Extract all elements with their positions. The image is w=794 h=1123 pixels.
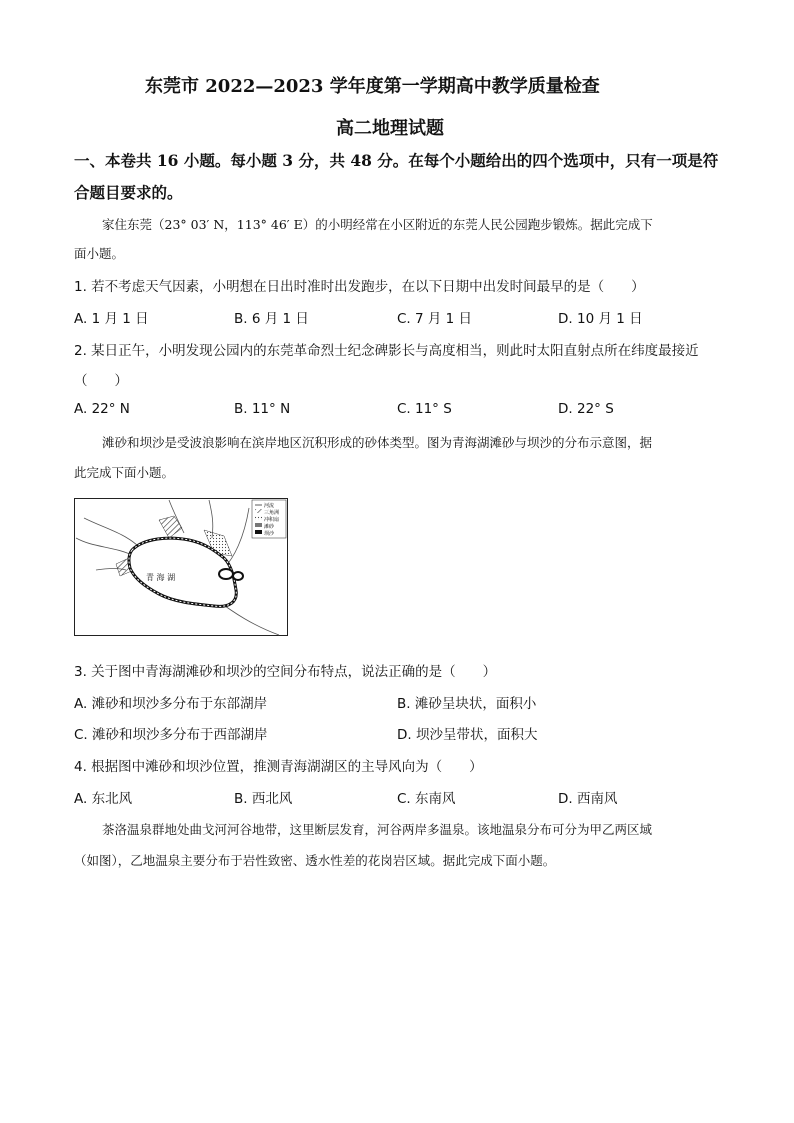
- intro2-line1: 滩砂和坝沙是受波浪影响在滨岸地区沉积形成的砂体类型。图为青海湖滩砂与坝沙的分布示意图，据: [102, 435, 653, 450]
- q4-stem: 4. 根据图中滩砂和坝沙位置，推测青海湖湖区的主导风向为（ ）: [74, 759, 483, 775]
- legend-bar-sand: 坝沙: [264, 531, 275, 537]
- q2-stem-line2: （ ）: [74, 373, 128, 389]
- q3-option-b: B. 滩砂呈块状，面积小: [397, 696, 537, 712]
- section-heading-line2: 合题目要求的。: [74, 183, 183, 202]
- q1-option-d: D. 10 月 1 日: [558, 311, 643, 327]
- intro1-line1: 家住东莞（23° 03′ N，113° 46′ E）的小明经常在小区附近的东莞人民公园跑步锻炼。据此完成下: [102, 217, 653, 232]
- q4-option-c: C. 东南风: [397, 791, 456, 807]
- q2-option-a: A. 22° N: [74, 401, 130, 417]
- q3-option-d: D. 坝沙呈带状，面积大: [397, 727, 538, 743]
- map-legend: [252, 500, 286, 538]
- sub-lake-east-2: [233, 572, 243, 580]
- q2-option-d: D. 22° S: [558, 401, 614, 417]
- qinghai-lake-sand-distribution-map: [74, 498, 288, 636]
- intro1-line2: 面小题。: [74, 246, 125, 261]
- legend-beach-sand: 滩砂: [264, 524, 275, 530]
- q4-option-d: D. 西南风: [558, 791, 618, 807]
- q2-option-c: C. 11° S: [397, 401, 452, 417]
- legend-river: 河流: [264, 503, 275, 509]
- legend-alluvial-fan: 冲积扇: [264, 517, 280, 523]
- q3-stem: 3. 关于图中青海湖滩砂和坝沙的空间分布特点，说法正确的是（ ）: [74, 664, 497, 680]
- q3-option-c: C. 滩砂和坝沙多分布于西部湖岸: [74, 727, 268, 743]
- legend-fan-symbol: [255, 516, 262, 520]
- q4-option-a: A. 东北风: [74, 791, 133, 807]
- lake-label: 青 海 湖: [146, 573, 176, 582]
- legend-delta-symbol: [255, 509, 262, 513]
- q4-option-b: B. 西北风: [234, 791, 293, 807]
- sub-lake-east: [219, 569, 233, 579]
- q3-option-a: A. 滩砂和坝沙多分布于东部湖岸: [74, 696, 268, 712]
- intro3-line2: （如图），乙地温泉主要分布于岩性致密、透水性差的花岗岩区域。据此完成下面小题。: [74, 853, 556, 868]
- q1-option-c: C. 7 月 1 日: [397, 311, 473, 327]
- q2-stem-line1: 2. 某日正午，小明发现公园内的东莞革命烈士纪念碑影长与高度相当，则此时太阳直射点所在纬度最接近: [74, 343, 699, 359]
- section-heading-line1: 一、本卷共 16 小题。每小题 3 分，共 48 分。在每个小题给出的四个选项中，只有一项是符: [74, 151, 719, 170]
- q1-stem: 1. 若不考虑天气因素，小明想在日出时准时出发跑步，在以下日期中出发时间最早的是（ ）: [74, 279, 645, 295]
- intro2-line2: 此完成下面小题。: [74, 465, 175, 480]
- intro3-line1: 茶洛温泉群地处曲戈河河谷地带，这里断层发育，河谷两岸多温泉。该地温泉分布可分为甲乙两区域: [102, 822, 653, 837]
- q1-option-b: B. 6 月 1 日: [234, 311, 309, 327]
- exam-title: 东莞市 2022—2023 学年度第一学期高中教学质量检查: [145, 76, 600, 97]
- q1-option-a: A. 1 月 1 日: [74, 311, 149, 327]
- q2-option-b: B. 11° N: [234, 401, 291, 417]
- legend-delta: 三角洲: [264, 510, 280, 516]
- legend-bar-sand-symbol: [255, 530, 262, 534]
- legend-beach-sand-symbol: [255, 523, 262, 527]
- exam-subtitle: 高二地理试题: [336, 118, 444, 139]
